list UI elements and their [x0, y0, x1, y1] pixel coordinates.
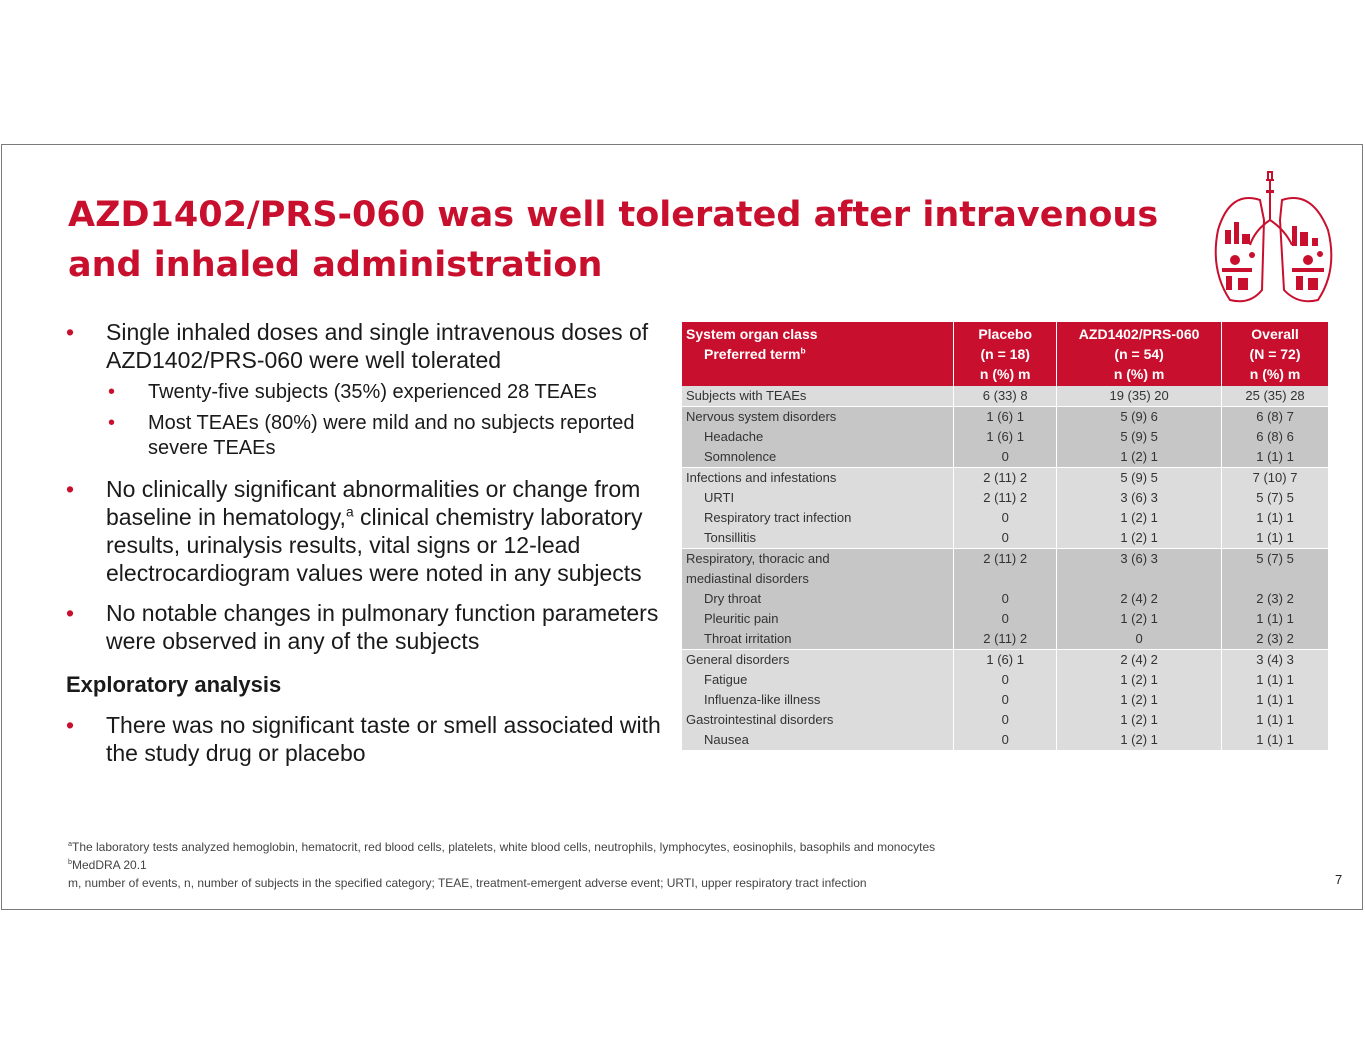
table-row: Headache 1 (6) 1 5 (9) 5 6 (8) 6 — [682, 427, 1329, 447]
table-row: Somnolence 0 1 (2) 1 1 (1) 1 — [682, 447, 1329, 468]
bullet-item — [66, 599, 666, 655]
bullet-text-part: clinical chemistry laboratory results, urinalysis results, vital signs or 12-lead electrocardiogram values were noted in any subjects — [106, 504, 643, 586]
slide-title-line-1: AZD1402/PRS-060 was well tolerated after intravenous — [68, 195, 1159, 235]
table-row: Dry throat 0 2 (4) 2 2 (3) 2 — [682, 589, 1329, 609]
sub-bullet-item — [66, 411, 666, 461]
adverse-events-table-container — [682, 322, 1329, 750]
slide-title — [68, 190, 1168, 290]
table-header-row — [682, 322, 1329, 386]
bullet-list — [66, 318, 666, 767]
footnotes — [68, 838, 1168, 892]
table-row: Pleuritic pain 0 1 (2) 1 1 (1) 1 — [682, 609, 1329, 629]
header-system-organ-class: System organ class Preferred term$^b$ — [682, 322, 954, 386]
adverse-events-table — [682, 322, 1329, 750]
table-row: Influenza-like illness 0 1 (2) 1 1 (1) 1 — [682, 690, 1329, 710]
sub-bullet-item — [66, 380, 666, 405]
bullet-item — [66, 711, 666, 767]
header-azd1402: AZD1402/PRS-060 (n = 54) n (%) m — [1057, 322, 1222, 386]
bullet-dot-icon: • — [108, 412, 116, 434]
table-row: Nausea 0 1 (2) 1 1 (1) 1 — [682, 730, 1329, 750]
table-row: General disorders 1 (6) 1 2 (4) 2 3 (4) 3 — [682, 650, 1329, 671]
header-overall: Overall (N = 72) n (%) m — [1222, 322, 1329, 386]
page-number: 7 — [1335, 872, 1343, 887]
table-row: Fatigue 0 1 (2) 1 1 (1) 1 — [682, 670, 1329, 690]
bullet-text: No notable changes in pulmonary function parameters were observed in any of the subjects — [106, 600, 659, 654]
bullet-text: Single inhaled doses and single intravenous doses of AZD1402/PRS-060 were well tolerated — [106, 319, 649, 373]
header-placebo: Placebo (n = 18) n (%) m — [954, 322, 1057, 386]
table-row: Subjects with TEAEs 6 (33) 8 19 (35) 20 25 (35) 28 — [682, 386, 1329, 407]
table-row: Respiratory, thoracic and mediastinal disorders 2 (11) 2 3 (6) 3 5 (7) 5 — [682, 549, 1329, 590]
footnote-abbreviations: m, number of events, n, number of subjects in the specified category; TEAE, treatment-emergent adverse event; URTI, upper respiratory tract infection — [68, 876, 867, 890]
bullet-dot-icon: • — [66, 319, 75, 345]
bullet-text-part: No clinically significant abnormalities or change from baseline in hematology, — [106, 476, 641, 530]
exploratory-analysis-heading: Exploratory analysis — [66, 672, 282, 697]
sub-bullet-text: Most TEAEs (80%) were mild and no subjects reported severe TEAEs — [148, 412, 635, 459]
bullet-dot-icon: • — [66, 476, 75, 502]
bullet-dot-icon: • — [108, 381, 116, 403]
footnote-marker: a — [345, 504, 354, 520]
table-row: URTI 2 (11) 2 3 (6) 3 5 (7) 5 — [682, 488, 1329, 508]
slide-title-line-2: and inhaled administration — [68, 245, 603, 285]
bullet-item — [66, 475, 666, 587]
bullet-text: There was no significant taste or smell associated with the study drug or placebo — [106, 712, 661, 766]
lungs-cityscape-logo-icon — [1200, 160, 1350, 310]
table-row: Infections and infestations 2 (11) 2 5 (9) 5 7 (10) 7 — [682, 468, 1329, 489]
table-row: Gastrointestinal disorders 0 1 (2) 1 1 (1) 1 — [682, 710, 1329, 730]
table-row: Throat irritation 2 (11) 2 0 2 (3) 2 — [682, 629, 1329, 650]
bullet-dot-icon: • — [66, 712, 75, 738]
footnote-b: $^b$MedDRA 20.1 — [68, 857, 147, 872]
sub-bullet-text: Twenty-five subjects (35%) experienced 28 TEAEs — [148, 381, 597, 403]
bullet-dot-icon: • — [66, 600, 75, 626]
footnote-a: $^a$The laboratory tests analyzed hemoglobin, hematocrit, red blood cells, platelets, white blood cells, neutrophils, lymphocytes, eosinophils, basophils and monocytes — [68, 839, 936, 854]
bullet-item — [66, 318, 666, 374]
table-row: Nervous system disorders 1 (6) 1 5 (9) 6 6 (8) 7 — [682, 407, 1329, 428]
table-row: Tonsillitis 0 1 (2) 1 1 (1) 1 — [682, 528, 1329, 549]
table-row: Respiratory tract infection 0 1 (2) 1 1 (1) 1 — [682, 508, 1329, 528]
